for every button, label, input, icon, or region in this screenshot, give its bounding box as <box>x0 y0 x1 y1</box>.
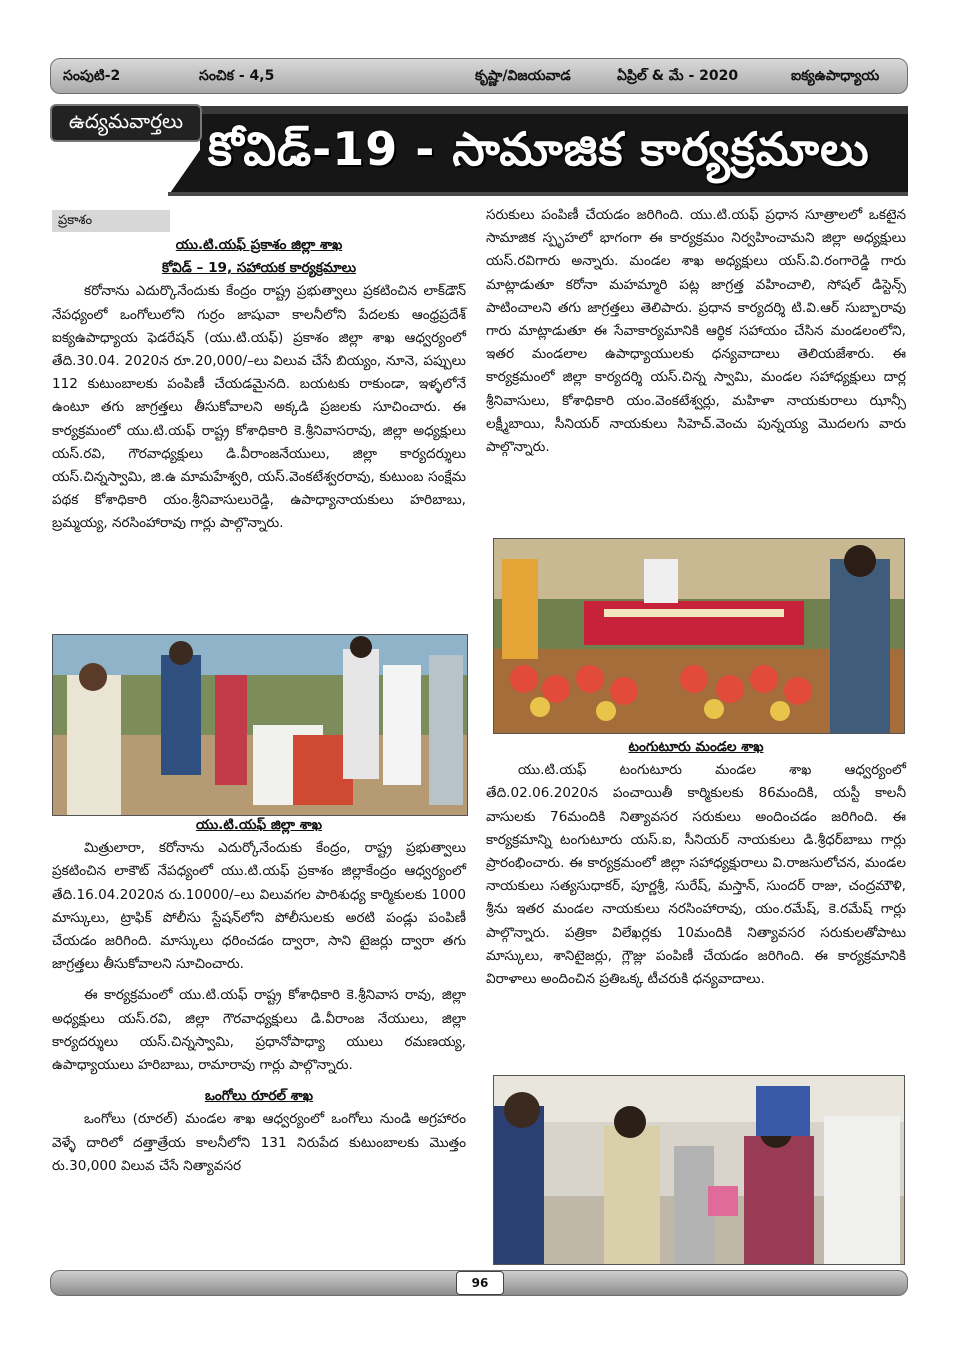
article-paragraph: సరుకులు పంపిణీ చేయడం జరిగింది. యు.టి.యఫ్ ప్రధాన సూత్రాలలో ఒకటైన సామాజిక స్పృహలో భాగంగా ఈ కార్యక్రమం నిర్వహించామని జిల్లా అధ్యక్షులు యస్.రవిగారు అన్నారు. మండల శాఖ అధ్యక్షులు యస్.వి.రంగారెడ్డి గారు మాట్లాడుతూ కరోనా మహమ్మారి పట్ల జాగ్రత్త వహించాలి, సోషల్ డిస్టెన్స్ పాటించాలని తగు జాగ్రత్తలు తెలిపారు. ప్రధాన కార్యదర్శి టి.వి.ఆర్ సుబ్బారావు గారు మాట్లాడుతూ ఈ సేవాకార్యమానికి ఆర్థిక సహాయం చేసిన మండలంలోని, ఇతర మండలాల ఉపాధ్యాయులకు ధన్యవాదాలు తెలియజేశారు. ఈ కార్యక్రమంలో జిల్లా కార్యదర్శి యస్.చిన్న స్వామి, మండల సహాధ్యక్షులు దార్ల శ్రీనివాసులు, కోశాధికారి యం.వెంకటేశ్వర్లు, మహిళా నాయకురాలు ఝాన్సీ లక్ష్మీబాయి, సీనియర్ నాయకులు సిహెచ్.వెంచు పున్నయ్య మొదలగు వారు పాల్గొన్నారు. <box>486 207 906 456</box>
right-column-bottom <box>486 736 906 991</box>
page-title: కోవిడ్-19 - సామాజిక కార్యక్రమాలు <box>208 122 870 176</box>
article-heading: ఒంగోలు రూరల్ శాఖ <box>204 1088 314 1105</box>
relief-photo-2 <box>493 538 905 734</box>
relief-photo-3 <box>493 1075 905 1265</box>
article-paragraph: ఈ కార్యక్రమంలో యు.టి.యఫ్ రాష్ట్ర కోశాధికారి కె.శ్రీనివాస రావు, జిల్లా అధ్యక్షులు యస్.రవి, జిల్లా గౌరవాధ్యక్షులు డి.వీరాంజ నేయులు, జిల్లా కార్యదర్శులు యస్.చిన్నస్వామి, ప్రధానోపాధ్యా యులు రమణయ్య, ఉపాధ్యాయులు హరిబాబు, రామారావు గార్లు పాల్గొన్నారు. <box>52 987 466 1074</box>
section-tag: ఉద్యమవార్తలు <box>50 104 202 142</box>
issue-label: సంచిక - 4,5 <box>199 68 275 84</box>
article-subheading: కోవిడ్ – 19, సహాయక కార్యక్రమాలు <box>161 260 357 277</box>
right-column-top <box>486 204 906 459</box>
article-paragraph: మిత్రులారా, కరోనాను ఎదుర్కోనేందుకు కేంద్రం, రాష్ట్ర ప్రభుత్వాలు ప్రకటించిన లాకౌట్ నేపధ్యంలో యు.టి.యఫ్ ప్రకాశం జిల్లాకేంద్రం ఆధ్వర్యంలో తేది.16.04.2020న రు.10000/–లు విలువగల పారిశుధ్య కార్మికులకు 1000 మాస్కులు, ట్రాఫిక్ పోలీసు స్టేషన్‌లోని పోలీసులకు అరటి పండ్లు పంపిణీ చేయడం జరిగింది. మాస్కులు ధరించడం ద్వారా, సాని టైజర్లు ద్వారా తగు జాగ్రత్తలు తీసుకోవాలని సూచించారు. <box>52 840 466 973</box>
date-label: ఏప్రిల్ & మే - 2020 <box>617 68 739 84</box>
article-heading: యు.టి.యఫ్ ప్రకాశం జిల్లా శాఖ <box>175 237 343 253</box>
article-paragraph: యు.టి.యఫ్ టంగుటూరు మండల శాఖ ఆధ్వర్యంలో తేది.02.06.2020న పంచాయితీ కార్మికులకు 86మందికి, యస్టీ కాలనీ వాసులకు 76మందికి నిత్యావసర సరుకులు అందించడం జరిగింది. ఈ కార్యక్రమాన్ని టంగుటూరు యస్.ఐ, సీనియర్ నాయకులు డి.శ్రీధర్‌బాబు గార్లు ప్రారంభించారు. ఈ కార్యక్రమంలో జిల్లా సహాధ్యక్షురాలు వి.రాజసులోచన, మండల నాయకులు సత్యసుధాకర్, పూర్ణశ్రీ, సురేష్, మస్తాన్, సుందర్ రాజు, చంద్రమౌళి, శ్రీను ఇతర మండల నాయకులు నరసింహారావు, యం.రమేష్, కె.రమేష్ గార్లు పాల్గొన్నారు. పత్రికా విలేఖర్లకు 10మందికి నిత్యావసర సరుకులతోపాటు మాస్కులు, శానిటైజర్లు, గ్లౌజ్లు పంపిణీ చేయడం జరిగింది. ఈ కార్యక్రమానికి విరాళాలు అందించిన ప్రతిఒక్క టీచరుకి ధన్యవాదాలు. <box>486 762 906 988</box>
byline: ప్రకాశం <box>52 210 170 232</box>
left-column-top <box>52 234 466 536</box>
photo-caption: యు.టి.యఫ్ జిల్లా శాఖ <box>195 817 323 833</box>
magazine-label: ఐక్యఉపాధ్యాయ <box>791 68 880 84</box>
relief-photo-1 <box>52 634 468 816</box>
page-number: 96 <box>456 1271 504 1295</box>
header-bar <box>50 58 908 94</box>
left-column-bottom <box>52 814 466 1178</box>
volume-label: సంపుటి-2 <box>63 68 121 84</box>
article-paragraph: కరోనాను ఎదుర్కొనేందుకు కేంద్రం రాష్ట్ర ప్రభుత్వాలు ప్రకటించిన లాక్‌డౌన్ నేపధ్యంలో ఒంగోలులోని గుర్రం జాషువా కాలనీలోని పేదలకు ఆంధ్రప్రదేశ్ ఐక్యఉపాధ్యాయ ఫెడరేషన్ (యు.టి.యఫ్) ప్రకాశం జిల్లా శాఖ ఆధ్వర్యంలో తేది.30.04. 2020న రూ.20,000/–లు విలువ చేసే బియ్యం, నూనె, పప్పులు 112 కుటుంబాలకు పంపిణీ చేయడమైనది. బయటకు రాకుండా, ఇళ్ళలోనే ఉంటూ తగు జాగ్రత్తలు తీసుకోవాలని అక్కడి ప్రజలకు సూచించారు. ఈ కార్యక్రమంలో యు.టి.యఫ్ రాష్ట్ర కోశాధికారి కె.శ్రీనివాసరావు, జిల్లా అధ్యక్షులు యస్.రవి, గౌరవాధ్యక్షులు డి.వీరాంజనేయులు, జిల్లా కార్యదర్శులు యస్.చిన్నస్వామి, జి.ఉ మామహేశ్వరి, యస్.వెంకటేశ్వరరావు, కుటుంబ సంక్షేమ పథక కోశాధికారి యం.శ్రీనివాసులురెడ్డి, ఉపాధ్యానాయకులు హరిబాబు, బ్రమ్మయ్య, నరసింహారావు గార్లు పాల్గొన్నారు. <box>52 283 466 532</box>
article-paragraph: ఒంగోలు (రూరల్) మండల శాఖ ఆధ్వర్యంలో ఒంగోలు నుండి అగ్రహారం వెళ్ళే దారిలో దత్తాత్రేయ కాలనీలోని 131 నిరుపేద కుటుంబాలకు మొత్తం రు.30,000 విలువ చేసే నిత్యావసర <box>52 1111 466 1174</box>
place-label: కృష్ణా/విజయవాడ <box>475 68 571 84</box>
article-heading: టంగుటూరు మండల శాఖ <box>628 739 764 755</box>
